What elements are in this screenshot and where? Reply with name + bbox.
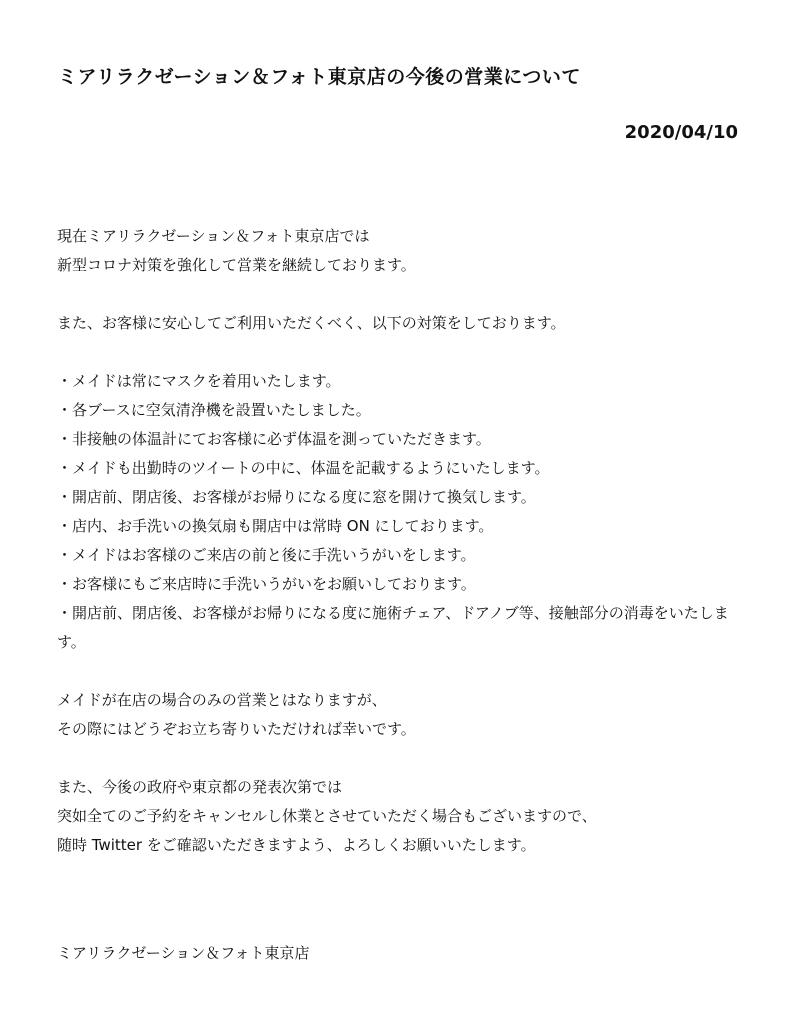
measures-lead-paragraph <box>57 309 747 338</box>
intro-paragraph <box>57 222 747 280</box>
note-paragraph <box>57 686 747 744</box>
measure-item: ・メイドはお客様のご来店の前と後に手洗いうがいをします。 <box>57 546 476 564</box>
measure-item: ・開店前、閉店後、お客様がお帰りになる度に施術チェア、ドアノブ等、接触部分の消毒をいたします。 <box>57 604 729 651</box>
closing-line: 突如全てのご予約をキャンセルし休業とさせていただく場合もございますので、 <box>57 807 597 825</box>
store-signature: ミアリラクゼーション＆フォト東京店 <box>57 944 310 962</box>
note-line: メイドが在店の場合のみの営業とはなりますが、 <box>57 691 387 709</box>
measures-lead-line: また、お客様に安心してご利用いただくべく、以下の対策をしております。 <box>57 314 566 332</box>
measure-item: ・各ブースに空気清浄機を設置いたしました。 <box>57 401 371 419</box>
notice-body <box>57 222 747 860</box>
measure-item: ・開店前、閉店後、お客様がお帰りになる度に窓を開けて換気します。 <box>57 488 536 506</box>
notice-date: 2020/04/10 <box>624 122 738 143</box>
measure-item: ・メイドも出勤時のツイートの中に、体温を記載するようにいたします。 <box>57 459 550 477</box>
intro-line: 新型コロナ対策を強化して営業を継続しております。 <box>57 256 416 274</box>
measure-item: ・非接触の体温計にてお客様に必ず体温を測っていただきます。 <box>57 430 491 448</box>
measures-list <box>57 367 747 657</box>
closing-paragraph <box>57 773 747 860</box>
page-title: ミアリラクゼーション＆フォト東京店の今後の営業について <box>58 66 581 88</box>
paragraph-gap <box>57 280 747 309</box>
paragraph-gap <box>57 338 747 367</box>
intro-line: 現在ミアリラクゼーション＆フォト東京店では <box>57 227 370 245</box>
measure-item: ・メイドは常にマスクを着用いたします。 <box>57 372 341 390</box>
closing-line: また、今後の政府や東京都の発表次第では <box>57 778 343 796</box>
closing-line: 随時 Twitter をご確認いただきますよう、よろしくお願いいたします。 <box>57 836 536 854</box>
paragraph-gap <box>57 744 747 773</box>
measure-item: ・お客様にもご来店時に手洗いうがいをお願いしております。 <box>57 575 476 593</box>
measure-item: ・店内、お手洗いの換気扇も開店中は常時 ON にしております。 <box>57 517 494 535</box>
note-line: その際にはどうぞお立ち寄りいただければ幸いです。 <box>57 720 416 738</box>
paragraph-gap <box>57 657 747 686</box>
